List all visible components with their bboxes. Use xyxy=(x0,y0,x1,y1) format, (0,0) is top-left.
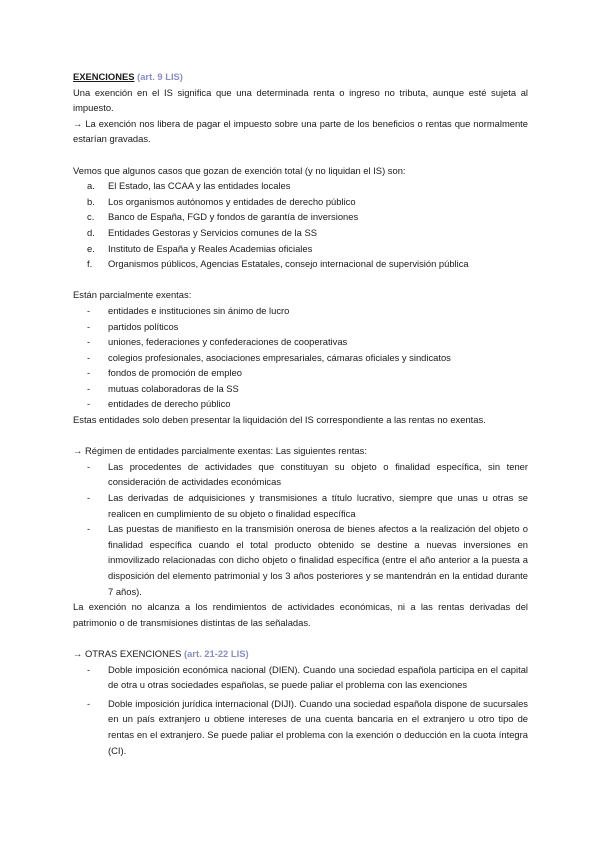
list-item xyxy=(73,396,528,412)
list-item xyxy=(73,521,528,599)
intro-arrow-paragraph: → La exención nos libera de pagar el impuesto sobre una parte de los beneficios o rentas que normalmente estarían gravadas. xyxy=(73,117,528,145)
list-item xyxy=(73,350,528,366)
list-marker: - xyxy=(87,663,91,675)
list-item-text: Las puestas de manifiesto en la transmisión onerosa de bienes afectos a la realización del objeto o finalidad específica cuando el total producto obtenido se destine a nuevas inversiones en inmovilizado relacionadas con dicho objeto o finalidad específica (entre el año anterior a la puesta a disposición del elemento patrimonial y los 3 años posteriores y se mantendrán en la entidad durante 7 años). xyxy=(108,523,528,597)
total-exemption-lead: Vemos que algunos casos que gozan de exención total (y no liquidan el IS) son: xyxy=(73,164,406,176)
list-item-text: fondos de promoción de empleo xyxy=(108,367,242,379)
list-item xyxy=(73,303,528,319)
list-marker: - xyxy=(87,367,91,379)
list-item-text: Los organismos autónomos y entidades de derecho público xyxy=(108,195,356,207)
regimen-list xyxy=(73,459,528,599)
heading-title: OTRAS EXENCIONES xyxy=(84,647,182,659)
list-item xyxy=(73,365,528,381)
list-item xyxy=(73,319,528,335)
list-item-text: uniones, federaciones y confederaciones de cooperativas xyxy=(108,336,348,348)
list-item-text: Organismos públicos, Agencias Estatales, consejo internacional de supervisión pública xyxy=(108,258,469,270)
list-marker: - xyxy=(87,697,91,709)
list-item xyxy=(73,662,528,693)
heading-title: EXENCIONES xyxy=(73,71,135,82)
list-marker: - xyxy=(87,398,91,410)
list-item-text: Banco de España, FGD y fondos de garantía de inversiones xyxy=(108,211,359,223)
list-item-text: Doble imposición económica nacional (DIEN). Cuando una sociedad española participa en el capital de otra u otras sociedades españolas, se puede paliar el problema con las exenciones xyxy=(108,663,528,691)
list-item-text: Doble imposición jurídica internacional (DIJI). Cuando una sociedad española dispone de sucursales en un país extranjero u obtiene intereses de una cuenta bancaria en el extranjero u otro tipo de rentas en el extranjero. Se puede paliar el problema con la exención o deducción en la cuota íntegra (CI). xyxy=(108,697,528,756)
list-item xyxy=(73,256,528,272)
list-marker: d. xyxy=(87,226,95,238)
list-item-text: Entidades Gestoras y Servicios comunes de la SS xyxy=(108,226,317,238)
list-marker: a. xyxy=(87,180,95,192)
arrow-icon: → xyxy=(73,647,83,659)
list-item xyxy=(73,225,528,241)
list-item xyxy=(73,381,528,397)
list-item-text: partidos políticos xyxy=(108,320,179,332)
section-heading-otras xyxy=(73,646,528,662)
list-item-text: entidades de derecho público xyxy=(108,398,231,410)
list-item xyxy=(73,178,528,194)
list-marker: e. xyxy=(87,242,95,254)
list-item xyxy=(73,334,528,350)
partial-exemption-list xyxy=(73,303,528,412)
regimen-lead: → Régimen de entidades parcialmente exentas: Las siguientes rentas: xyxy=(73,445,367,457)
heading-article-ref: (art. 9 LIS) xyxy=(137,71,183,82)
list-marker: - xyxy=(87,523,91,535)
list-marker: - xyxy=(87,320,91,332)
list-item xyxy=(73,194,528,210)
list-item-text: Las derivadas de adquisiciones y transmisiones a título lucrativo, siempre que unas u otras se realicen en cumplimiento de su objeto o finalidad específica xyxy=(108,492,528,519)
otras-list xyxy=(73,662,528,759)
list-marker: c. xyxy=(87,211,95,223)
total-exemption-list xyxy=(73,178,528,272)
list-item-text: Las procedentes de actividades que constituyan su objeto o finalidad específica, sin tener consideración de actividades económicas xyxy=(108,460,528,488)
list-marker: - xyxy=(87,382,91,394)
list-item-text: mutuas colaboradoras de la SS xyxy=(108,382,239,394)
list-item xyxy=(73,459,528,490)
heading-article-ref: (art. 21-22 LIS) xyxy=(183,647,249,659)
intro-paragraph: Una exención en el IS significa que una determinada renta o ingreso no tributa, aunque esté sujeta al impuesto. xyxy=(73,86,528,114)
list-marker: - xyxy=(87,304,91,316)
list-item-text: Instituto de España y Reales Academias oficiales xyxy=(108,242,313,254)
list-marker: - xyxy=(87,492,91,504)
list-marker: b. xyxy=(87,195,95,207)
list-marker: - xyxy=(87,460,91,472)
list-item xyxy=(73,696,528,758)
list-item xyxy=(73,490,528,521)
list-item-text: colegios profesionales, asociaciones empresariales, cámaras oficiales y sindicatos xyxy=(108,351,451,363)
list-item-text: El Estado, las CCAA y las entidades locales xyxy=(108,180,291,192)
list-item xyxy=(73,209,528,225)
list-marker: f. xyxy=(87,258,93,270)
partial-exemption-note: Estas entidades solo deben presentar la liquidación del IS correspondiente a las rentas no exentas. xyxy=(73,414,486,426)
list-marker: - xyxy=(87,351,91,363)
section-heading-exenciones xyxy=(73,69,528,85)
regimen-note: La exención no alcanza a los rendimientos de actividades económicas, ni a las rentas derivadas del patrimonio o de transmisiones distintas de las señaladas. xyxy=(73,601,528,628)
list-marker: - xyxy=(87,336,91,348)
partial-exemption-lead: Están parcialmente exentas: xyxy=(73,289,192,301)
document-page xyxy=(73,69,528,758)
list-item-text: entidades e instituciones sin ánimo de lucro xyxy=(108,304,290,316)
list-item xyxy=(73,241,528,257)
